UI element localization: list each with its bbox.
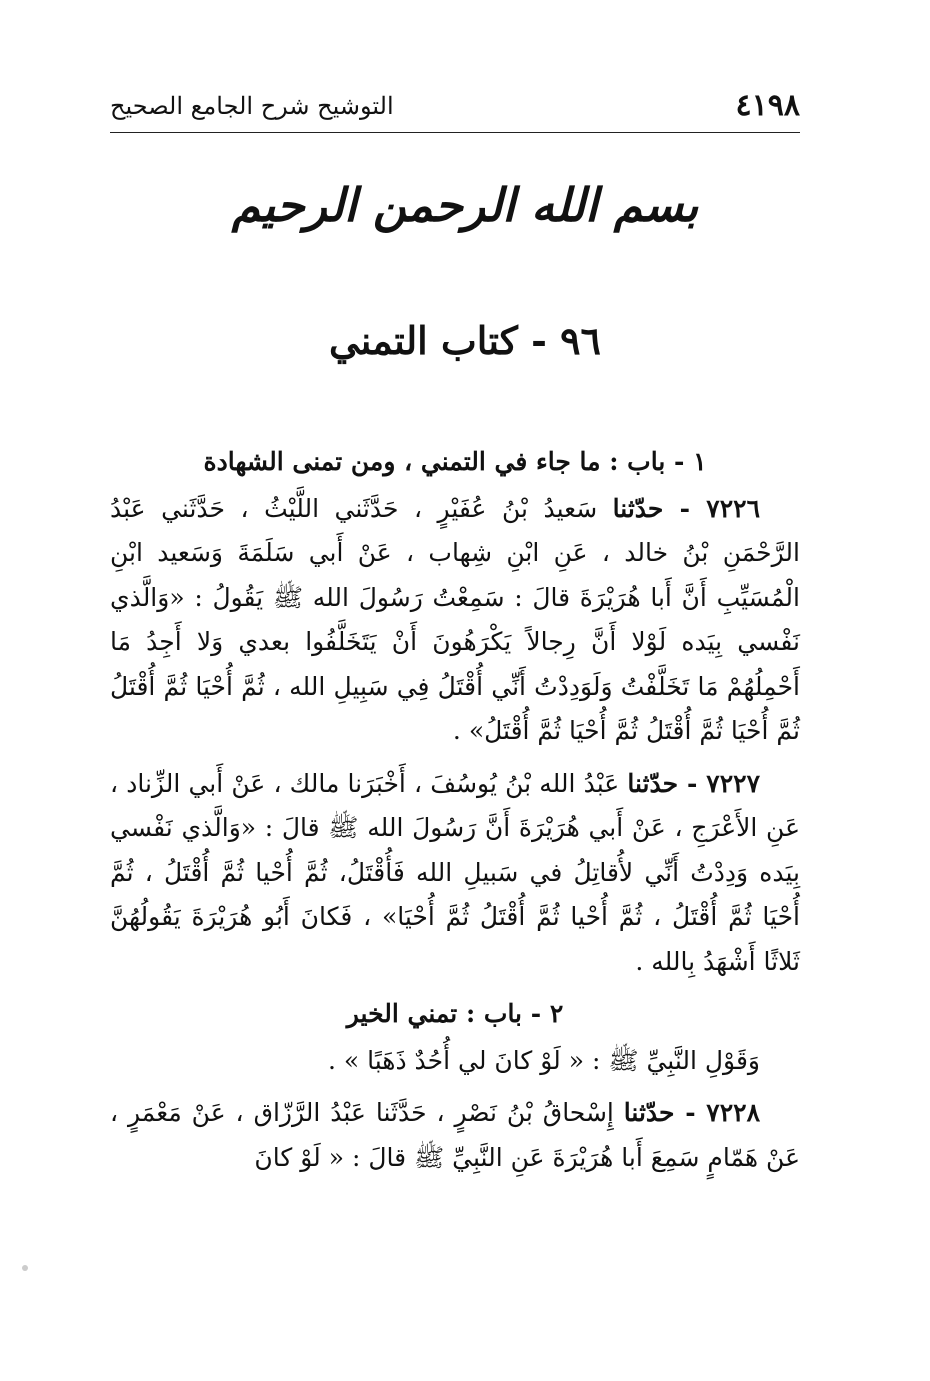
hadith-paragraph <box>110 1091 800 1180</box>
hadith-number: ٧٢٢٦ - حدّثنا <box>612 493 761 523</box>
bab-heading: ٢ - باب : تمني الخير <box>346 999 564 1028</box>
header-rule <box>110 132 800 133</box>
chapter-heading: ٩٦ - كتاب التمني <box>329 318 601 363</box>
scan-speck <box>22 1265 28 1271</box>
hadith-text: سَعيدُ بْنُ عُفَيْرٍ ، حَدَّثَني اللَّيْثُ ، حَدَّثَني عَبْدُ الرَّحْمَنِ بْنُ خالد ، عَنِ ابْنِ شِهاب ، عَنْ أَبي سَلَمَةَ وَسَعيد ابْنِ الْمُسَيِّبِ أَنَّ أَبا هُرَيْرَةَ قالَ : سَمِعْتُ رَسُولَ الله ﷺ يَقُولُ : «وَالَّذي نَفْسي بِيَده لَوْلا أَنَّ رِجالاً يَكْرَهُونَ أَنْ يَتَخَلَّفُوا بعدي وَلا أَجِدُ مَا أَحْمِلُهُمْ مَا تَخَلَّفْتُ وَلَوَدِدْتُ أَنِّي أُقْتَلُ فِي سَبِيلِ الله ، ثُمَّ أُحْيَا ثُمَّ أُقْتَلُ ثُمَّ أُحْيَا ثُمَّ أُقْتَلُ ثُمَّ أُحْيَا ثُمَّ أُقْتَلُ» . <box>110 493 800 745</box>
book-title: التوشيح شرح الجامع الصحيح <box>110 92 394 120</box>
hadith-text: عَبْدُ الله بْنُ يُوسُفَ ، أَخْبَرَنا مالك ، عَنْ أَبي الزِّناد ، عَنِ الأَعْرَجِ ، عَنْ أَبي هُرَيْرَةَ أَنَّ رَسُولَ الله ﷺ قالَ : «وَالَّذي نَفْسي بِيَده وَدِدْتُ أَنِّي لأُقاتِلُ في سَبيلِ الله فَأُقْتَلُ، ثُمَّ أُحْيا ثُمَّ أُقْتَلُ ، ثُمَّ أُحْيَا ثُمَّ أُقْتَلُ ، ثُمَّ أُحْيا ثُمَّ أُقْتَلُ ثُمَّ أُحْيَا» ، فَكانَ أَبُو هُرَيْرَةَ يَقُولُهُنَّ ثَلاثًا أَشْهَدُ بِالله . <box>110 768 800 976</box>
main-text <box>110 440 800 1188</box>
bab-heading: ١ - باب : ما جاء في التمني ، ومن تمنى الشهادة <box>203 447 707 476</box>
hadith-number: ٧٢٢٧ - حدّثنا <box>627 768 761 798</box>
hadith-text: إِسْحاقُ بْنُ نَصْرٍ ، حَدَّثَنا عَبْدُ الرَّزّاق ، عَنْ مَعْمَرٍ ، عَنْ هَمّامٍ سَمِعَ أَبا هُرَيْرَةَ عَنِ النَّبِيِّ ﷺ قالَ : « لَوْ كانَ <box>110 1098 800 1172</box>
page-number: ٤١٩٨ <box>735 88 800 123</box>
hadith-paragraph <box>110 487 800 754</box>
basmala-calligraphy: بسم الله الرحمن الرحيم <box>231 178 699 232</box>
qawl-paragraph: وَقَوْلِ النَّبِيِّ ﷺ : « لَوْ كانَ لي أُحُدٌ ذَهَبًا » . <box>327 1045 760 1075</box>
running-header <box>110 88 800 128</box>
hadith-number: ٧٢٢٨ - حدّثنا <box>623 1098 760 1127</box>
hadith-paragraph <box>110 762 800 985</box>
